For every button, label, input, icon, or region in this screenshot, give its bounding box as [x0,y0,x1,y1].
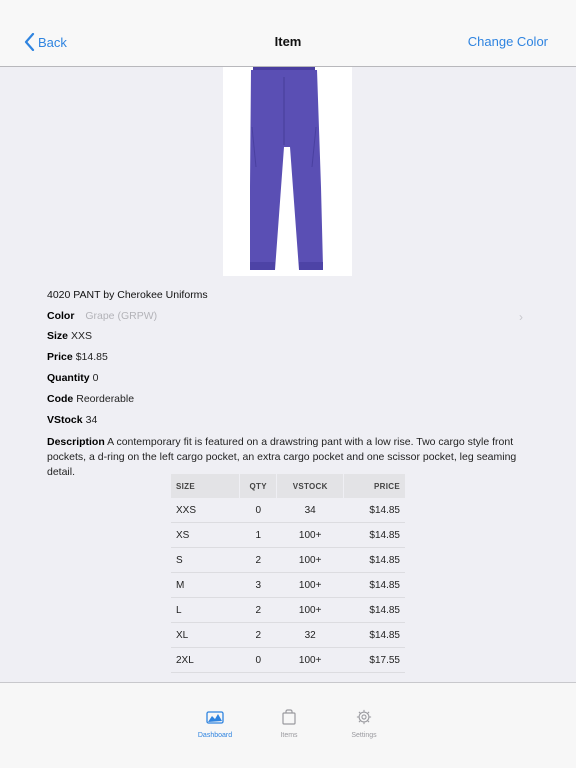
cell-vstock: 32 [277,623,344,648]
color-value: Grape (GRPW) [85,310,158,322]
size-value: XXS [71,330,93,342]
item-detail-content [0,67,576,682]
cell-vstock: 34 [277,498,344,523]
cell-price: $14.85 [344,598,405,623]
cell-price: $14.85 [344,523,405,548]
table-row[interactable] [171,598,405,623]
tab-settings[interactable] [334,709,394,739]
code-label: Code [47,393,74,405]
back-button-label: Back [38,34,67,50]
cell-size: S [171,548,240,573]
cell-qty: 3 [240,573,277,598]
quantity-value: 0 [92,372,99,384]
cell-qty: 0 [240,498,277,523]
cell-size: XS [171,523,240,548]
header-qty: QTY [240,474,277,498]
product-name: 4020 PANT by Cherokee Uniforms [47,289,208,301]
cell-price: $17.55 [344,648,405,673]
cell-vstock: 100+ [277,548,344,573]
code-value: Reorderable [76,393,135,405]
cell-price: $14.85 [344,623,405,648]
cell-qty: 2 [240,598,277,623]
tab-dashboard-label: Dashboard [197,732,233,739]
vstock-label: VStock [47,414,83,426]
cell-size: M [171,573,240,598]
navigation-bar [0,0,576,67]
cell-vstock: 100+ [277,523,344,548]
cell-price: $14.85 [344,573,405,598]
size-field [47,330,92,342]
settings-gear-icon [355,709,373,725]
tab-bar [0,682,576,768]
tab-dashboard[interactable] [185,709,245,739]
change-color-button[interactable]: Change Color [467,34,548,49]
cell-size: L [171,598,240,623]
table-row[interactable] [171,573,405,598]
cell-qty: 0 [240,648,277,673]
cell-size: XXS [171,498,240,523]
cell-vstock: 100+ [277,648,344,673]
price-value: $14.85 [75,351,108,363]
color-label: Color [47,310,75,322]
dashboard-icon [206,709,224,725]
code-field [47,393,134,405]
cell-vstock: 100+ [277,598,344,623]
table-row[interactable] [171,548,405,573]
cell-qty: 2 [240,548,277,573]
cell-price: $14.85 [344,498,405,523]
vstock-field [47,414,97,426]
header-size: SIZE [171,474,240,498]
vstock-value: 34 [85,414,98,426]
quantity-label: Quantity [47,372,90,384]
chevron-right-icon: › [519,310,523,324]
description-text: A contemporary fit is featured on a drawstring pant with a low rise. Two cargo style front pockets, a d-ring on the left cargo pocket, an extra cargo pocket and one scissor pocket, leg seaming detail. [47,436,517,478]
table-row[interactable] [171,523,405,548]
cell-vstock: 100+ [277,573,344,598]
price-field [47,351,108,363]
size-table [171,474,405,673]
size-label: Size [47,330,69,342]
table-row[interactable] [171,648,405,673]
header-price: PRICE [344,474,405,498]
product-image [223,67,352,276]
tab-items[interactable] [259,709,319,739]
cell-qty: 2 [240,623,277,648]
color-selector-row[interactable] [47,310,527,324]
tab-settings-label: Settings [351,732,377,739]
pants-image [223,67,352,276]
cell-size: 2XL [171,648,240,673]
items-bag-icon [280,709,298,725]
tab-items-label: Items [280,732,298,739]
header-vstock: VSTOCK [277,474,344,498]
page-title: Item [274,34,302,49]
quantity-field [47,372,98,384]
table-row[interactable] [171,498,405,523]
price-label: Price [47,351,73,363]
table-header-row [171,474,405,498]
description-label: Description [47,436,105,448]
cell-price: $14.85 [344,548,405,573]
cell-size: XL [171,623,240,648]
table-row[interactable] [171,623,405,648]
cell-qty: 1 [240,523,277,548]
